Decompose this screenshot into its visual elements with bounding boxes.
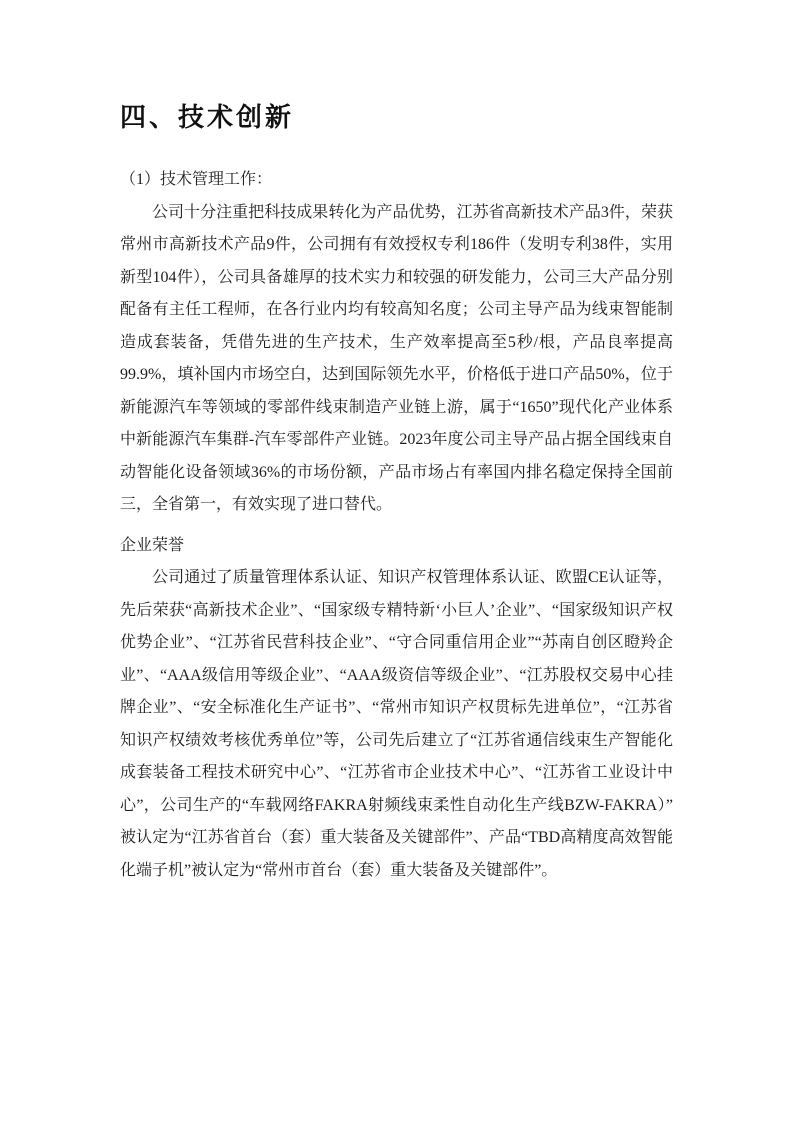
honors-label: 企业荣誉 [120,536,185,554]
section-heading: 四、技术创新 [120,102,295,132]
honors-paragraph: 公司通过了质量管理体系认证、知识产权管理体系认证、欧盟CE认证等，先后荣获“高新技术企业”、“国家级专精特新‘小巨人’企业”、“国家级知识产权优势企业”、“江苏省民营科技企业”、“守合同重信用企业”“苏南自创区瞪羚企业”、“AAA级信用等级企业”、“AAA级资信等级企业”、“江苏股权交易中心挂牌企业”、“安全标准化生产证书”、“常州市知识产权贯标先进单位”，“江苏省知识产权绩效考核优秀单位”等，公司先后建立了“江苏省通信线束生产智能化成套装备工程技术研究中心”、“江苏省市企业技术中心”、“江苏省工业设计中心”，公司生产的“车载网络FAKRA射频线束柔性自动化生产线BZW-FAKRA）”被认定为“江苏省首台（套）重大装备及关键部件”、产品“TBD高精度高效智能化端子机”被认定为“常州市首台（套）重大装备及关键部件”。 [120,569,673,879]
tech-management-label: （1）技术管理工作： [120,171,273,188]
tech-management-paragraph: 公司十分注重把科技成果转化为产品优势，江苏省高新技术产品3件，荣获常州市高新技术产品9件，公司拥有有效授权专利186件（发明专利38件，实用新型104件），公司具备雄厚的技术实力和较强的研发能力，公司三大产品分别配备有主任工程师，在各行业内均有较高知名度；公司主导产品为线束智能制造成套装备，凭借先进的生产技术，生产效率提高至5秒/根，产品良率提高99.9%，填补国内市场空白，达到国际领先水平，价格低于进口产品50%，位于新能源汽车等领域的零部件线束制造产业链上游，属于“1650”现代化产业体系中新能源汽车集群-汽车零部件产业链。2023年度公司主导产品占据全国线束自动智能化设备领域36%的市场份额，产品市场占有率国内排名稳定保持全国前三，全省第一，有效实现了进口替代。 [120,203,673,513]
page-content [120,0,673,887]
